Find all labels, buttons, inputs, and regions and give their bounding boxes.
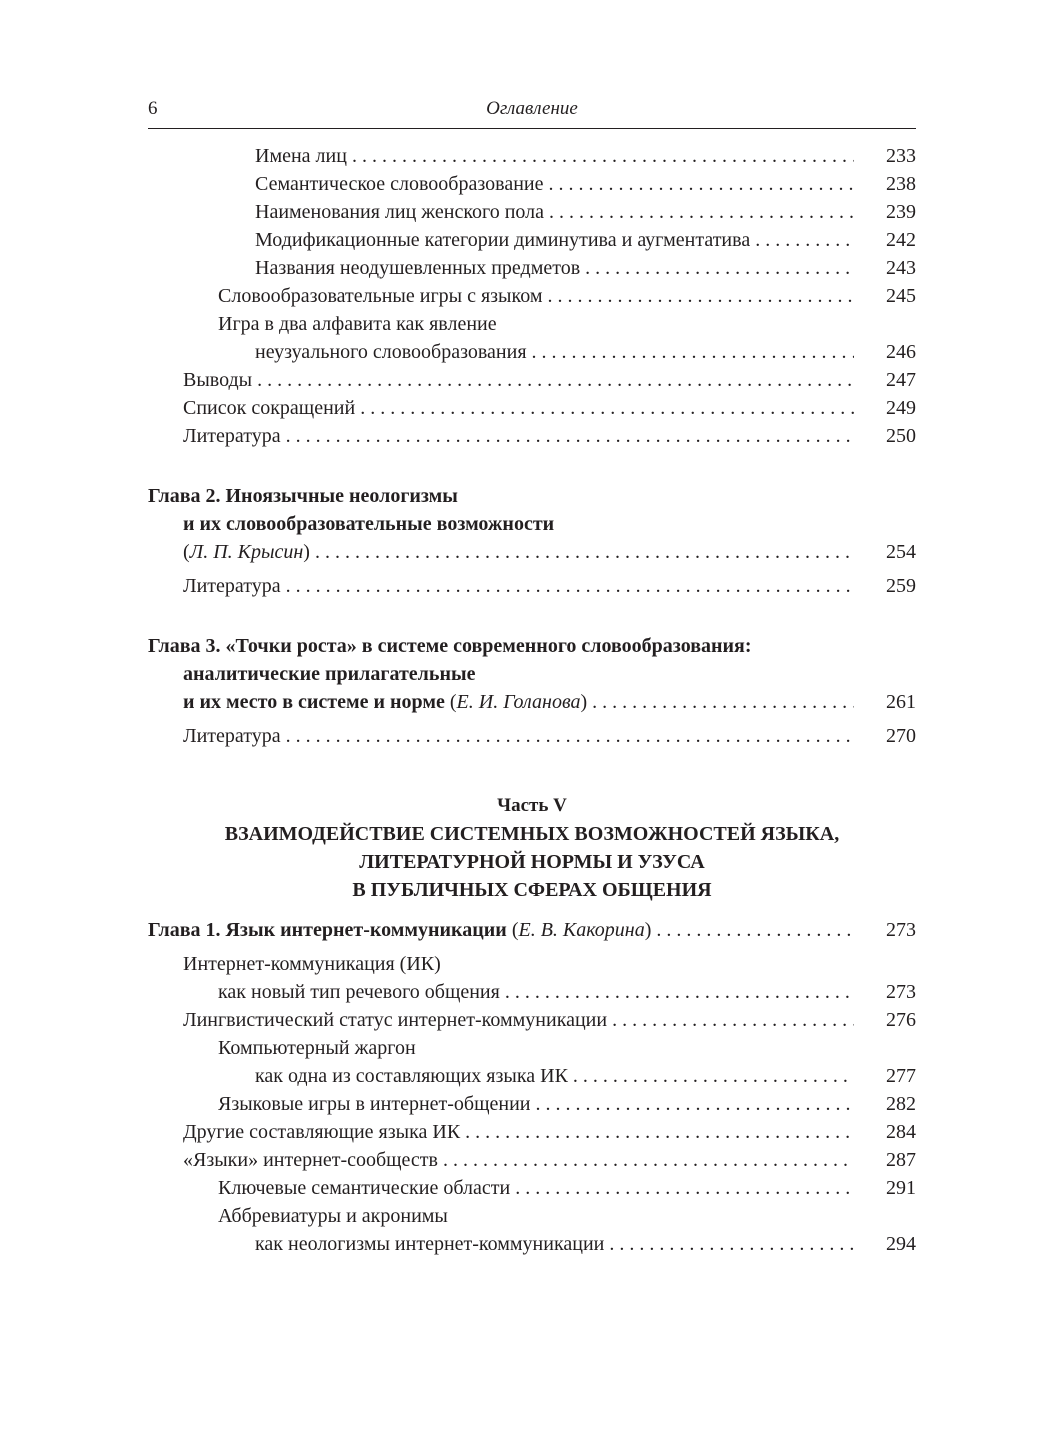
toc-entry-title: Имена лиц . . . bbox=[255, 145, 854, 167]
toc-entry[interactable] bbox=[148, 978, 916, 1006]
chapter-3-title-line-1: Глава 3. «Точки роста» в системе современного словообразования: bbox=[148, 635, 752, 657]
toc-entry-title: Литература . . . bbox=[183, 425, 854, 447]
close-paren: ) bbox=[303, 541, 310, 563]
chapter-2-author: Л. П. Крысин bbox=[189, 541, 304, 563]
toc-entry-page: 233 bbox=[886, 145, 916, 167]
table-of-contents bbox=[148, 142, 916, 1258]
running-head: Оглавление bbox=[486, 98, 578, 119]
toc-entry[interactable] bbox=[148, 142, 916, 170]
close-paren: ) bbox=[644, 919, 652, 941]
chapter-2-title-line-1: Глава 2. Иноязычные неологизмы bbox=[148, 485, 458, 507]
chapter-3-page: 261 bbox=[886, 691, 916, 713]
part-5-chapter-1-page: 273 bbox=[886, 919, 916, 941]
close-paren: ) bbox=[580, 691, 588, 713]
toc-entry-page: 273 bbox=[886, 981, 916, 1003]
toc-entry-page: 276 bbox=[886, 1009, 916, 1031]
toc-entry-title: как неологизмы интернет-коммуникации . . . bbox=[255, 1233, 854, 1255]
toc-entry-title: как новый тип речевого общения . . . bbox=[218, 981, 854, 1003]
toc-entry[interactable] bbox=[148, 394, 916, 422]
toc-entry-page: 239 bbox=[886, 201, 916, 223]
part-5-chapter-1-title: Глава 1. Язык интернет-коммуникации bbox=[148, 919, 507, 941]
toc-entry-page: 243 bbox=[886, 257, 916, 279]
toc-entry-title: Модификационные категории диминутива и аугментатива . . . bbox=[255, 229, 854, 251]
toc-entry-first-line: Интернет-коммуникация (ИК) bbox=[183, 953, 441, 975]
toc-entry-page: 250 bbox=[886, 425, 916, 447]
toc-entry-first-line: Аббревиатуры и акронимы bbox=[218, 1205, 448, 1227]
part-title-line-2: ЛИТЕРАТУРНОЙ НОРМЫ И УЗУСА bbox=[359, 851, 705, 873]
toc-entry[interactable] bbox=[148, 198, 916, 226]
toc-entry-title: Лингвистический статус интернет-коммуникации . . . bbox=[183, 1009, 854, 1031]
chapter-2-page: 254 bbox=[886, 541, 916, 563]
toc-entry-title: Наименования лиц женского пола . . . bbox=[255, 201, 854, 223]
page-number: 6 bbox=[148, 98, 158, 119]
toc-entry-page: 284 bbox=[886, 1121, 916, 1143]
open-paren: ( bbox=[444, 691, 457, 713]
toc-entry-title: Семантическое словообразование . . . bbox=[255, 173, 854, 195]
toc-entry-title: Языковые игры в интернет-общении . . . bbox=[218, 1093, 854, 1115]
toc-entry-page: 246 bbox=[886, 341, 916, 363]
toc-entry-title: Список сокращений . . . bbox=[183, 397, 854, 419]
toc-entry[interactable] bbox=[148, 170, 916, 198]
toc-entry-page: 242 bbox=[886, 229, 916, 251]
chapter-2-entry[interactable] bbox=[148, 538, 916, 566]
literature-label: Литература . . . bbox=[183, 725, 854, 747]
literature-label: Литература . . . bbox=[183, 575, 854, 597]
chapter-3-literature[interactable] bbox=[148, 722, 916, 750]
part-title-line-1: ВЗАИМОДЕЙСТВИЕ СИСТЕМНЫХ ВОЗМОЖНОСТЕЙ ЯЗЫКА, bbox=[224, 823, 840, 845]
toc-entry[interactable] bbox=[148, 282, 916, 310]
literature-page: 259 bbox=[886, 575, 916, 597]
toc-entry[interactable] bbox=[148, 422, 916, 450]
toc-entry[interactable] bbox=[148, 1090, 916, 1118]
toc-entry[interactable] bbox=[148, 1062, 916, 1090]
toc-entry-page: 249 bbox=[886, 397, 916, 419]
toc-entry-page: 291 bbox=[886, 1177, 916, 1199]
toc-entry-page: 282 bbox=[886, 1093, 916, 1115]
toc-entry[interactable] bbox=[148, 226, 916, 254]
part-label: Часть V bbox=[497, 795, 567, 816]
toc-entry-title: Выводы . . . bbox=[183, 369, 854, 391]
literature-page: 270 bbox=[886, 725, 916, 747]
toc-entry-page: 277 bbox=[886, 1065, 916, 1087]
chapter-2-literature[interactable] bbox=[148, 572, 916, 600]
toc-entry-title: как одна из составляющих языка ИК . . . bbox=[255, 1065, 854, 1087]
toc-entry-first-line: Игра в два алфавита как явление bbox=[218, 313, 497, 335]
toc-entry-page: 245 bbox=[886, 285, 916, 307]
toc-entry[interactable] bbox=[148, 1174, 916, 1202]
toc-entry[interactable] bbox=[148, 254, 916, 282]
toc-entry[interactable] bbox=[148, 1118, 916, 1146]
chapter-3-title-line-3: и их место в системе и норме bbox=[183, 691, 445, 713]
toc-entry-title: Ключевые семантические области . . . bbox=[218, 1177, 854, 1199]
chapter-3-title-line-2: аналитические прилагательные bbox=[183, 663, 476, 685]
chapter-3-author: Е. И. Голанова bbox=[456, 691, 581, 713]
toc-entry-page: 294 bbox=[886, 1233, 916, 1255]
toc-entry-title: неузуального словообразования . . . bbox=[255, 341, 854, 363]
toc-entry-title: Другие составляющие языка ИК . . . bbox=[183, 1121, 854, 1143]
toc-entry-first-line: Компьютерный жаргон bbox=[218, 1037, 416, 1059]
toc-entry-title: «Языки» интернет-сообществ . . . bbox=[183, 1149, 854, 1171]
part-5-chapter-1-entry[interactable] bbox=[148, 916, 916, 944]
toc-entry[interactable] bbox=[148, 338, 916, 366]
open-paren: ( bbox=[183, 541, 190, 563]
header-rule bbox=[148, 128, 916, 129]
toc-entry[interactable] bbox=[148, 1006, 916, 1034]
toc-entry[interactable] bbox=[148, 1230, 916, 1258]
toc-entry-page: 238 bbox=[886, 173, 916, 195]
toc-entry[interactable] bbox=[148, 1146, 916, 1174]
toc-entry[interactable] bbox=[148, 366, 916, 394]
chapter-2-title-line-2: и их словообразовательные возможности bbox=[183, 513, 555, 535]
toc-entry-title: Словообразовательные игры с языком . . . bbox=[218, 285, 854, 307]
toc-entry-page: 287 bbox=[886, 1149, 916, 1171]
open-paren: ( bbox=[506, 919, 519, 941]
part-5-chapter-1-author: Е. В. Какорина bbox=[518, 919, 645, 941]
toc-entry-page: 247 bbox=[886, 369, 916, 391]
toc-entry-title: Названия неодушевленных предметов . . . bbox=[255, 257, 854, 279]
chapter-3-entry[interactable] bbox=[148, 688, 916, 716]
part-title-line-3: В ПУБЛИЧНЫХ СФЕРАХ ОБЩЕНИЯ bbox=[352, 879, 712, 901]
